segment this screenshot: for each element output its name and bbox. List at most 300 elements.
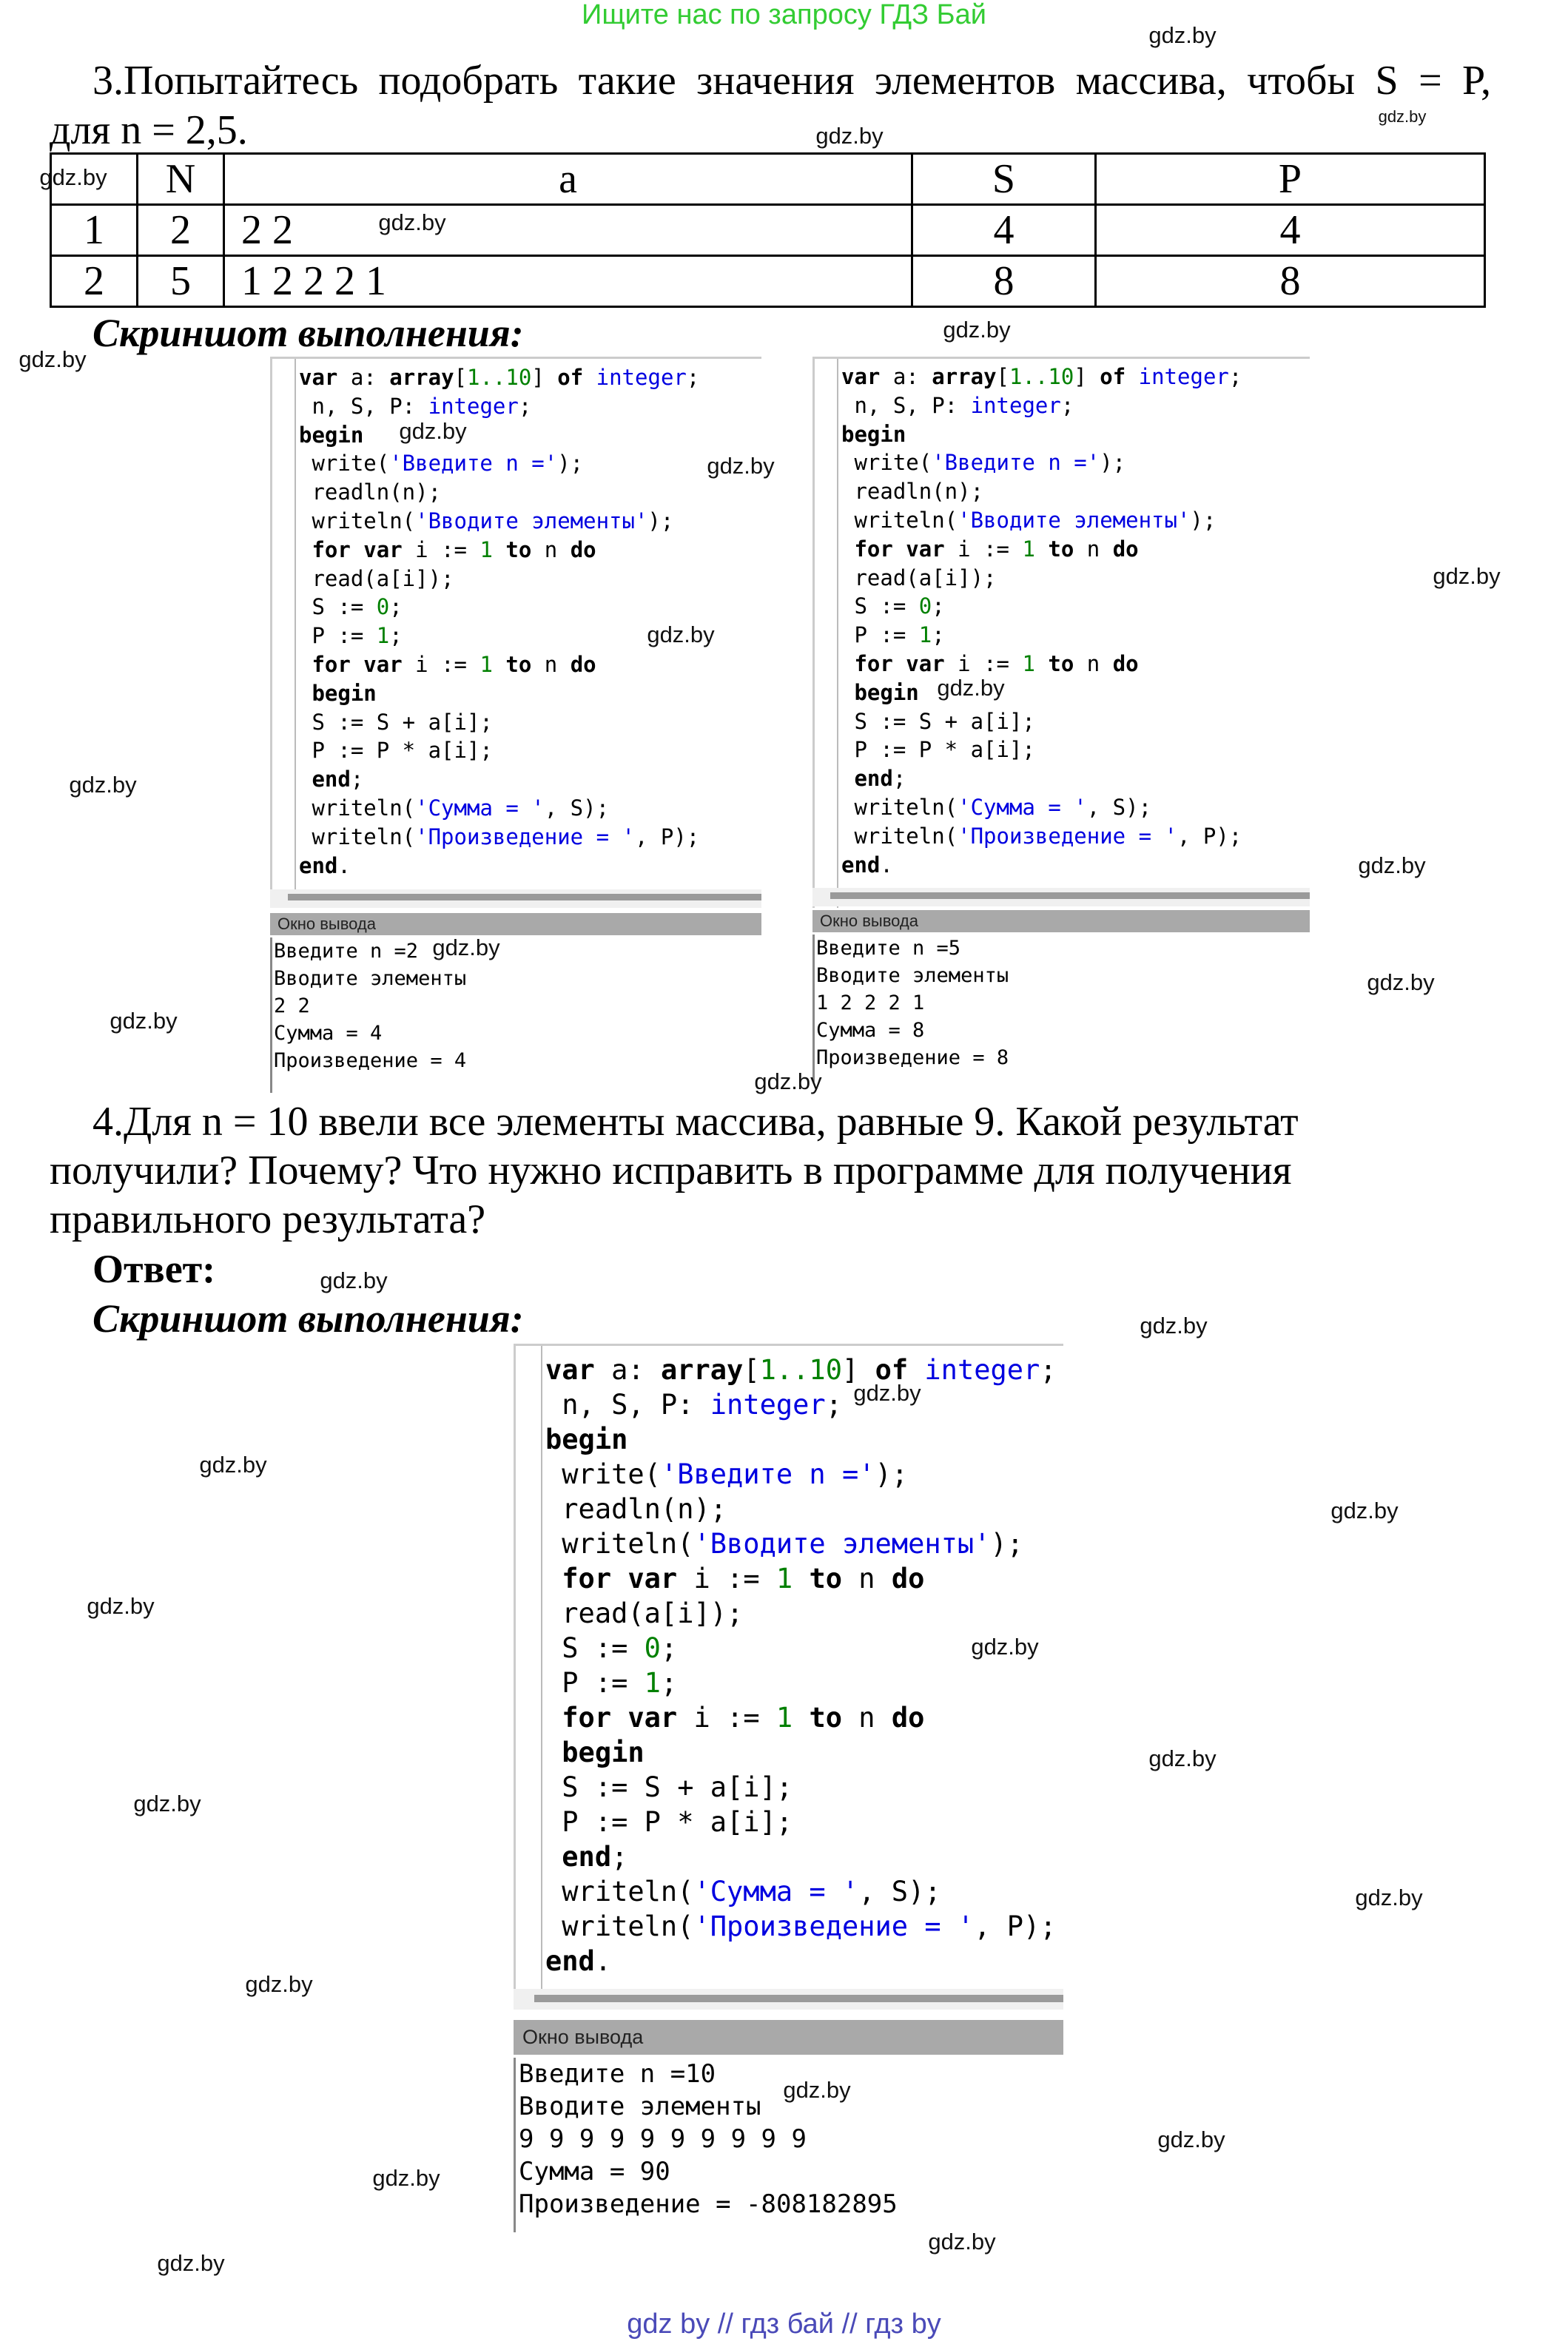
horizontal-scrollbar[interactable] (514, 1989, 1063, 2010)
code-token: i := (677, 1563, 776, 1595)
code-keyword: begin (854, 679, 919, 705)
watermark: gdz.by (1378, 107, 1427, 126)
code-token (841, 766, 854, 791)
code-keyword: do (1112, 536, 1139, 562)
code-number: 1..10 (467, 365, 532, 390)
code-token: n (1074, 650, 1113, 676)
code-token: write( (299, 451, 390, 477)
code-keyword: do (1112, 650, 1139, 676)
code-line (841, 420, 1242, 449)
code-keyword: of (557, 365, 584, 390)
watermark: gdz.by (87, 1593, 155, 1619)
code-string: 'Произведение = ' (958, 823, 1177, 849)
code-token: a: (880, 364, 932, 389)
code-line (545, 1561, 1057, 1596)
code-keyword: do (570, 651, 596, 677)
code-line (545, 1387, 1057, 1422)
cell-s: 4 (912, 205, 1096, 256)
output-line: Введите n =5 (816, 937, 961, 960)
watermark: gdz.by (39, 164, 107, 190)
code-token (841, 680, 854, 705)
code-token (299, 681, 312, 706)
code-keyword: to (1048, 650, 1074, 676)
code-line (545, 1666, 1057, 1700)
code-token: , S); (1086, 794, 1152, 820)
task3-text-line1: 3.Попытайтесь подобрать такие значения элементов массива, чтобы S = P, (92, 58, 1491, 104)
code-token: writeln( (841, 507, 958, 533)
watermark: gdz.by (69, 772, 137, 798)
header-n: N (138, 154, 224, 205)
code-line (299, 679, 699, 708)
code-token: writeln( (841, 794, 958, 820)
task4-text-line1: 4.Для n = 10 ввели все элементы массива, равные 9. Какой результат (92, 1099, 1299, 1145)
output-window-title: Окно вывода (270, 913, 761, 935)
code-keyword: begin (545, 1424, 628, 1455)
code-token: i := (402, 651, 480, 677)
task4-text-line2: получили? Почему? Что нужно исправить в программе для получения (50, 1148, 1292, 1193)
code-line (545, 1492, 1057, 1526)
code-token: ; (1060, 392, 1074, 418)
code-number: 1..10 (759, 1354, 842, 1386)
table-header-row (51, 154, 1485, 205)
code-token: ; (660, 1667, 678, 1699)
watermark: gdz.by (928, 2229, 996, 2255)
cell-a: 1 2 2 2 1 (224, 256, 912, 307)
code-token: i := (402, 536, 480, 562)
code-token: S := S + a[i]; (841, 708, 1035, 734)
code-line (299, 593, 699, 622)
code-keyword: do (891, 1702, 925, 1734)
code-token: ); (1100, 450, 1126, 476)
code-token: [ (743, 1354, 760, 1386)
code-token: , P); (634, 824, 700, 849)
code-token (841, 536, 854, 562)
cell-index: 2 (51, 256, 138, 307)
code-token: S := (299, 594, 377, 620)
watermark: gdz.by (378, 209, 446, 235)
horizontal-scrollbar[interactable] (270, 889, 761, 908)
task4-text-line3: правильного результата? (50, 1196, 486, 1242)
code-keyword: end (299, 852, 338, 878)
code-line (299, 449, 699, 478)
code-string: 'Сумма = ' (693, 1876, 859, 1907)
code-token: read(a[i]); (841, 565, 997, 590)
code-keyword: to (809, 1702, 842, 1734)
code-token: P := P * a[i]; (299, 738, 493, 764)
code-token: ); (557, 451, 584, 477)
code-line (841, 621, 1242, 650)
code-string: 'Сумма = ' (958, 794, 1087, 820)
table-row (51, 256, 1485, 307)
code-token: , P); (1177, 823, 1242, 849)
code-number: 1 (644, 1667, 661, 1699)
code-token (493, 537, 505, 562)
code-keyword: array (660, 1354, 744, 1386)
horizontal-scrollbar[interactable] (812, 888, 1310, 906)
code-token: P := P * a[i]; (841, 737, 1035, 763)
code-line (841, 592, 1242, 621)
code-line (841, 363, 1242, 391)
code-token: a: (337, 365, 390, 390)
watermark: gdz.by (1148, 22, 1217, 48)
code-line (841, 735, 1242, 764)
output-line: Произведение = -808182895 (519, 2189, 898, 2219)
code-token: P := (841, 622, 919, 648)
code-token: ; (892, 766, 906, 792)
task4-text (50, 1097, 1486, 1244)
code-line (299, 536, 699, 565)
code-number: 1 (1022, 650, 1035, 676)
code-editor (812, 357, 1310, 908)
task3-text-line2: для n = 2,5. (50, 107, 248, 153)
code-token: writeln( (545, 1528, 694, 1560)
code-type: integer (596, 365, 687, 390)
output-line: Сумма = 90 (519, 2157, 670, 2186)
code-line (299, 507, 699, 536)
code-string: 'Введите n =' (660, 1458, 875, 1490)
output-line: Сумма = 4 (274, 1022, 383, 1045)
code-token: ); (875, 1458, 909, 1490)
code-token: writeln( (299, 824, 416, 849)
code-token: P := P * a[i]; (545, 1806, 793, 1838)
code-token: ; (932, 593, 945, 619)
code-token: S := (545, 1632, 645, 1664)
code-line (841, 707, 1242, 736)
output-line: 2 2 (274, 994, 310, 1017)
code-token: ] (1074, 364, 1100, 389)
code-keyword: to (1048, 536, 1074, 562)
output-window (270, 937, 761, 1093)
code-keyword: end (854, 766, 893, 792)
code-token: ; (1040, 1354, 1057, 1386)
code-line (299, 392, 699, 421)
code-token (545, 1563, 562, 1595)
code-keyword: for var (312, 651, 403, 677)
code-token: ; (932, 622, 945, 648)
code-token: S := S + a[i]; (299, 709, 493, 735)
watermark: gdz.by (943, 317, 1011, 343)
screenshot-label: Скриншот выполнения: (92, 311, 524, 355)
watermark: gdz.by (1330, 1498, 1399, 1523)
code-string: 'Введите n =' (389, 451, 558, 477)
code-token (545, 1737, 562, 1768)
code-token: S := S + a[i]; (545, 1771, 793, 1803)
code-keyword: end (312, 767, 351, 792)
code-keyword: array (932, 364, 997, 389)
code-line (299, 765, 699, 794)
code-text (841, 363, 1242, 879)
watermark: gdz.by (320, 1267, 388, 1293)
code-token (1035, 651, 1048, 676)
code-token (299, 767, 312, 792)
output-line: Сумма = 8 (816, 1019, 925, 1042)
code-line (299, 708, 699, 737)
code-token: ; (1228, 364, 1242, 389)
watermark: gdz.by (157, 2250, 225, 2276)
code-token: n, S, P: (299, 393, 428, 419)
code-keyword: of (875, 1354, 909, 1386)
footer-links[interactable]: gdz by // гдз бай // гдз by (627, 2309, 941, 2340)
cell-p: 8 (1096, 256, 1485, 307)
output-line: Произведение = 4 (274, 1049, 467, 1072)
code-keyword: var (545, 1354, 595, 1386)
watermark: gdz.by (133, 1791, 201, 1816)
code-line (545, 1839, 1057, 1874)
code-editor (514, 1344, 1063, 2010)
code-token: writeln( (841, 823, 958, 849)
code-line (841, 822, 1242, 851)
watermark: gdz.by (1355, 1885, 1423, 1910)
cell-n: 2 (138, 205, 224, 256)
code-token (793, 1563, 809, 1595)
watermark: gdz.by (754, 1068, 822, 1094)
code-token: n (842, 1702, 892, 1734)
code-line (545, 1700, 1057, 1735)
code-string: 'Введите n =' (932, 450, 1100, 476)
cell-index: 1 (51, 205, 138, 256)
code-keyword: end (562, 1841, 612, 1873)
watermark: gdz.by (815, 123, 884, 149)
code-type: integer (970, 392, 1061, 418)
code-token (1125, 364, 1138, 389)
code-keyword: do (570, 536, 596, 562)
code-token: , S); (544, 795, 610, 821)
watermark: gdz.by (1140, 1313, 1208, 1339)
code-token: ; (518, 393, 532, 419)
code-token: i := (944, 536, 1023, 562)
code-line (299, 565, 699, 593)
output-line: Введите n =2 (274, 940, 419, 963)
code-line (299, 478, 699, 507)
code-line (841, 535, 1242, 564)
code-number: 1 (1022, 536, 1035, 562)
code-token (493, 652, 505, 677)
code-keyword: for var (562, 1563, 678, 1595)
watermark: gdz.by (199, 1452, 267, 1478)
code-token: i := (677, 1702, 776, 1734)
code-token (299, 537, 312, 562)
watermark: gdz.by (245, 1971, 313, 1997)
code-string: 'Вводите элементы' (415, 508, 648, 533)
watermark: gdz.by (1433, 563, 1501, 589)
code-token: . (594, 1945, 612, 1977)
header-s: S (912, 154, 1096, 205)
code-keyword: to (505, 536, 532, 562)
code-token: . (337, 852, 351, 878)
watermark: gdz.by (399, 418, 467, 444)
output-line: Произведение = 8 (816, 1046, 1009, 1069)
code-token: ; (825, 1389, 842, 1421)
code-line (841, 793, 1242, 822)
code-type: integer (710, 1389, 826, 1421)
code-line (841, 448, 1242, 477)
code-line (841, 678, 1242, 707)
code-line (841, 650, 1242, 678)
code-line (545, 1422, 1057, 1457)
code-string: 'Вводите элементы' (693, 1528, 991, 1560)
code-line (299, 650, 699, 679)
watermark: gdz.by (937, 675, 1005, 701)
code-line (841, 391, 1242, 420)
output-line: Вводите элементы (519, 2092, 761, 2121)
watermark: gdz.by (1358, 852, 1426, 878)
output-window-title: Окно вывода (514, 2020, 1063, 2055)
code-number: 1 (376, 623, 390, 649)
code-line (545, 1735, 1057, 1770)
editor-gutter (837, 359, 838, 908)
code-text (545, 1353, 1057, 1979)
code-token: ] (531, 365, 558, 390)
code-keyword: for var (854, 650, 945, 676)
code-line (299, 622, 699, 650)
code-token (583, 365, 596, 390)
code-token: P := (299, 623, 377, 649)
code-keyword: end (841, 852, 881, 878)
screenshot-label: Скриншот выполнения: (92, 1296, 524, 1341)
code-token: readln(n); (299, 479, 442, 505)
cell-p: 4 (1096, 205, 1485, 256)
code-token (793, 1702, 809, 1734)
code-token: , P); (974, 1910, 1057, 1942)
code-line (299, 823, 699, 852)
code-keyword: begin (562, 1737, 645, 1768)
code-string: 'Произведение = ' (693, 1910, 975, 1942)
code-token: n, S, P: (545, 1389, 710, 1421)
editor-gutter (541, 1346, 542, 2010)
code-token: ); (1190, 507, 1217, 533)
code-token: read(a[i]); (299, 565, 454, 591)
ide-screenshot-n2 (270, 357, 761, 1093)
output-line: 1 2 2 2 1 (816, 991, 925, 1014)
header-p: P (1096, 154, 1485, 205)
code-token: write( (545, 1458, 661, 1490)
watermark: gdz.by (647, 622, 715, 647)
code-keyword: do (891, 1563, 925, 1595)
code-line (299, 794, 699, 823)
code-string: 'Сумма = ' (415, 795, 545, 821)
code-text (299, 363, 699, 880)
code-token: writeln( (545, 1876, 694, 1907)
code-line (545, 1770, 1057, 1805)
code-line (545, 1457, 1057, 1492)
code-number: 1 (775, 1563, 793, 1595)
code-token: writeln( (299, 795, 416, 821)
code-token: P := (545, 1667, 645, 1699)
code-keyword: for var (854, 536, 945, 562)
output-line: Вводите элементы (816, 964, 1009, 987)
code-type: integer (1138, 364, 1229, 389)
code-token: writeln( (545, 1910, 694, 1942)
code-keyword: var (299, 365, 338, 390)
code-token: read(a[i]); (545, 1597, 744, 1629)
editor-gutter (295, 359, 296, 908)
code-line (299, 421, 699, 450)
answer-table (50, 152, 1486, 308)
cell-s: 8 (912, 256, 1096, 307)
code-line (841, 564, 1242, 593)
ide-screenshot-n5 (812, 357, 1310, 1082)
code-line (841, 764, 1242, 793)
code-token: n (531, 651, 571, 677)
code-token: writeln( (299, 508, 416, 533)
watermark: gdz.by (18, 346, 87, 372)
code-line (545, 1353, 1057, 1387)
code-number: 0 (918, 593, 932, 619)
code-type: integer (428, 393, 519, 419)
code-number: 1..10 (1009, 364, 1074, 389)
search-banner[interactable]: Ищите нас по запросу ГДЗ Бай (582, 0, 986, 30)
code-keyword: to (809, 1563, 842, 1595)
code-token: [ (454, 365, 468, 390)
code-number: 0 (644, 1632, 661, 1664)
code-line (545, 1805, 1057, 1839)
code-token: ); (647, 508, 674, 533)
code-token: ; (686, 365, 700, 390)
code-token: ; (389, 594, 403, 620)
code-token (545, 1841, 562, 1873)
watermark: gdz.by (1148, 1745, 1217, 1771)
code-token: n (1074, 536, 1113, 562)
code-keyword: for var (562, 1702, 678, 1734)
watermark: gdz.by (853, 1380, 921, 1406)
code-token: ); (990, 1528, 1024, 1560)
cell-a: 2 2 (224, 205, 912, 256)
code-string: 'Вводите элементы' (958, 507, 1191, 533)
output-window-title: Окно вывода (812, 910, 1310, 932)
code-keyword: for var (312, 536, 403, 562)
watermark: gdz.by (783, 2077, 851, 2103)
code-line (299, 363, 699, 392)
code-line (545, 1596, 1057, 1631)
code-string: 'Произведение = ' (415, 824, 635, 849)
code-keyword: of (1100, 364, 1126, 389)
code-keyword: end (545, 1945, 595, 1977)
code-line (841, 477, 1242, 506)
answer-label: Ответ: (92, 1247, 216, 1291)
code-token: [ (996, 364, 1010, 389)
code-number: 0 (376, 594, 390, 620)
code-number: 1 (480, 651, 493, 677)
code-token: write( (841, 450, 932, 476)
code-token: , S); (858, 1876, 941, 1907)
code-line (841, 851, 1242, 880)
code-number: 1 (918, 622, 932, 648)
code-keyword: var (841, 364, 881, 389)
code-line (299, 736, 699, 765)
code-line (545, 1944, 1057, 1979)
watermark: gdz.by (372, 2165, 440, 2191)
code-line (299, 852, 699, 880)
code-keyword: begin (312, 680, 377, 706)
output-line: 9 9 9 9 9 9 9 9 9 9 (519, 2124, 807, 2154)
code-line (841, 506, 1242, 535)
code-type: integer (924, 1354, 1040, 1386)
code-token: readln(n); (545, 1493, 727, 1525)
table-row (51, 205, 1485, 256)
output-line: Вводите элементы (274, 967, 467, 990)
code-number: 1 (775, 1702, 793, 1734)
code-line (545, 1526, 1057, 1561)
cell-n: 5 (138, 256, 224, 307)
code-number: 1 (480, 536, 493, 562)
watermark: gdz.by (971, 1634, 1039, 1660)
code-token: S := (841, 593, 919, 619)
code-token (545, 1702, 562, 1734)
code-keyword: array (389, 365, 454, 390)
watermark: gdz.by (110, 1008, 178, 1034)
code-token: a: (594, 1354, 661, 1386)
watermark: gdz.by (1157, 2127, 1225, 2152)
